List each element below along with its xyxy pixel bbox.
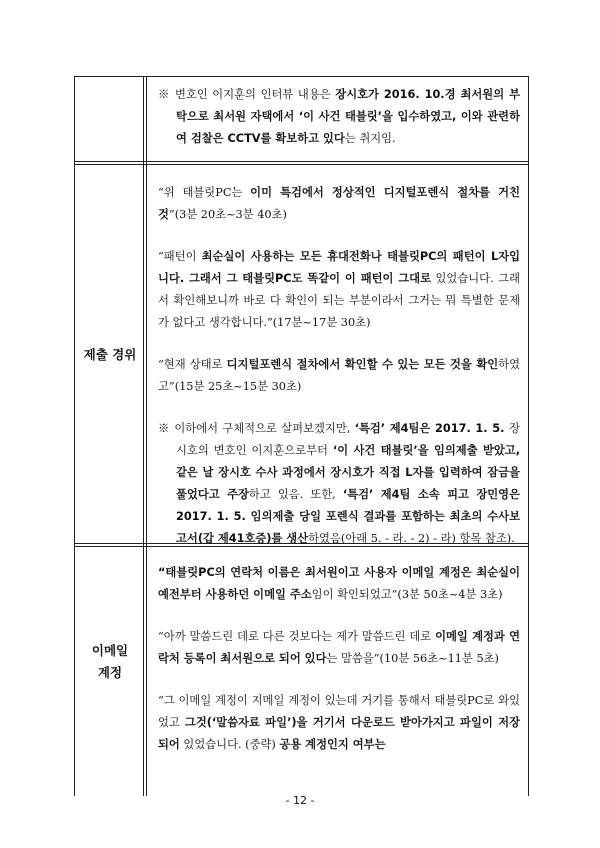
bold-text-run: 이미 특검에서 정상적인 디지털포렌식 절차를 거친 것 xyxy=(158,186,520,221)
bold-text-run: 공용 계정인지 여부는 xyxy=(279,738,386,751)
row-label-email-line1: 이메일 xyxy=(91,643,129,658)
bold-text-run: 그것(‘말씀자료 파일’)을 거기서 다운로드 받아가지고 파일이 저장되어 xyxy=(158,716,521,751)
bold-text-run: 디지털포렌식 절차에서 확인할 수 있는 모든 것을 확인 xyxy=(226,358,499,371)
text-run: “그 이메일 계정이 지메일 계정이 있는데 거기를 통해서 태블릿PC로 와있었고 xyxy=(158,694,520,729)
text-run: 하였음(아래 5. - 라. - 2) - 라) 항목 참조). xyxy=(308,532,515,545)
text-run: ※ 변호인 이지훈의 인터뷰 내용은 xyxy=(158,88,336,101)
text-run: 하였고”(15분 25초~15분 30초) xyxy=(158,358,520,393)
text-run: 있었습니다. (중략) xyxy=(179,738,280,751)
column-divider-b xyxy=(146,76,147,796)
interview-notice xyxy=(158,84,520,150)
text-run: ”(3분 20초~3분 40초) xyxy=(168,208,287,221)
bold-text-run: ‘특검’ 제4팀 소속 피고 장민영은 2017. 1. 5. 임의제출 당일 포렌식 결과를 포함하는 최초의 수사보고서(갑 제41호증)를 생산 xyxy=(176,488,520,545)
page-number: - 12 - xyxy=(285,794,315,807)
text-run: 장시호의 변호인 이지훈으로부터 xyxy=(176,422,520,457)
quote-all-checked xyxy=(158,354,520,398)
table-right-border xyxy=(528,76,529,796)
row-label-email-line2: 계정 xyxy=(97,665,123,680)
quote-pattern-l xyxy=(158,246,520,334)
quote-contact-name xyxy=(158,562,520,606)
row-notice-cell xyxy=(158,84,520,170)
text-run: 는 말씀을”(10분 56초~11분 5초) xyxy=(326,652,499,665)
text-run: ※ 이하에서 구체적으로 살펴보겠지만, xyxy=(158,422,355,435)
text-run: “위 태블릿PC는 xyxy=(158,186,251,199)
row-label-submission: 제출 경위 xyxy=(83,347,137,362)
quote-forensic-procedure xyxy=(158,182,520,226)
quote-gmail-account xyxy=(158,690,520,756)
bold-text-run: ‘이 사건 태블릿’을 임의제출 받았고, 같은 날 장시호 수사 과정에서 장시호가 직접 L자를 입력하여 잠금을 풀었다고 주장 xyxy=(176,444,521,501)
text-run: 는 취지임. xyxy=(344,132,396,145)
email-cell xyxy=(158,562,520,756)
content-table xyxy=(74,76,529,796)
bold-text-run: 이메일 계정과 연락처 등록이 최서원으로 되어 있다 xyxy=(158,630,520,665)
bold-text-run: ‘특검’ 제4팀은 2017. 1. 5. xyxy=(354,422,510,435)
bold-text-run: 장시호가 2016. 10.경 최서원의 부탁으로 최서원 자택에서 ‘이 사건 태블릿’을 입수하였고, 이와 관련하여 검찰은 CCTV를 확보하고 있다 xyxy=(176,88,520,145)
text-run: “현재 상태로 xyxy=(158,358,227,371)
text-run: “패턴이 xyxy=(158,250,202,263)
text-run: 있었습니다. 그래서 확인해보니까 바로 다 확인이 되는 부분이라서 그거는 뭐 특별한 문제가 없다고 생각합니다.”(17분~17분 30초) xyxy=(158,272,520,329)
row-label-email xyxy=(74,640,146,684)
bold-text-run: “태블릿PC의 연락처 이름은 최서원이고 사용자 이메일 계정은 최순실이 예전부터 사용하던 이메일 주소 xyxy=(158,566,520,601)
quote-email-registered xyxy=(158,626,520,670)
special-prosecutor-note xyxy=(158,418,520,550)
text-run: “아까 말씀드린 데로 다른 것보다는 제가 말씀드린 데로 xyxy=(158,630,436,643)
column-divider-a xyxy=(143,76,144,796)
bold-text-run: 최순실이 사용하는 모든 휴대전화나 태블릿PC의 패턴이 L자입니다. 그래서 그 태블릿PC도 똑같이 이 패턴이 그대로 xyxy=(158,250,520,285)
text-run: 임이 확인되었고”(3분 50초~4분 3초) xyxy=(311,588,503,601)
text-run: 하고 있음. 또한, xyxy=(248,488,343,501)
submission-cell xyxy=(158,182,520,570)
table-left-border xyxy=(74,76,75,796)
